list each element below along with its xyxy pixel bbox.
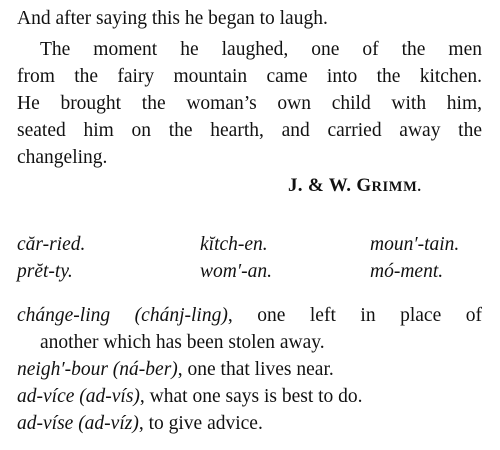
definition-text: , one that lives near.	[177, 359, 334, 380]
definition-term: chánge-ling	[17, 305, 111, 326]
definition-term: neigh′-bour	[17, 359, 108, 380]
definition-changeling-continuation: another which has been stolen away.	[40, 332, 325, 353]
definition-text: , what one says is best to do.	[139, 386, 363, 407]
definition-neighbour	[17, 360, 334, 380]
passage-line-3: from the fairy mountain came into the kitchen.	[17, 66, 482, 87]
vocab-word: prĕt-ty.	[17, 261, 73, 282]
passage-line-1: And after saying this he began to laugh.	[17, 8, 328, 29]
passage-line-5: seated him on the hearth, and carried away the	[17, 120, 482, 141]
definition-pronunciation: (ná-ber)	[112, 359, 178, 380]
author-signature	[288, 175, 422, 197]
passage-line-4: He brought the woman’s own child with him,	[17, 93, 482, 114]
vocab-word: wom′-an.	[200, 261, 272, 282]
passage-line-6: changeling.	[17, 147, 108, 168]
definition-pronunciation: (ad-víz)	[78, 413, 139, 434]
vocab-word: mó-ment.	[370, 261, 444, 282]
definition-text: , one left in place of	[227, 305, 483, 326]
definition-changeling	[17, 306, 482, 326]
vocab-word: kĭtch-en.	[200, 234, 268, 255]
vocab-word: moun′-tain.	[370, 234, 460, 255]
definition-advice	[17, 387, 363, 407]
signature-smallcaps: RIMM.	[371, 179, 422, 195]
signature-prefix: J. & W. G	[288, 175, 372, 196]
definition-pronunciation: (chánj-ling)	[134, 305, 228, 326]
definition-text: , to give advice.	[138, 413, 263, 434]
definition-advise	[17, 414, 263, 434]
definition-term: ad-víse	[17, 413, 74, 434]
definition-term: ad-více	[17, 386, 75, 407]
passage-line-2: The moment he laughed, one of the men	[40, 39, 482, 60]
vocab-word: căr-ried.	[17, 234, 86, 255]
definition-pronunciation: (ad-vís)	[79, 386, 140, 407]
